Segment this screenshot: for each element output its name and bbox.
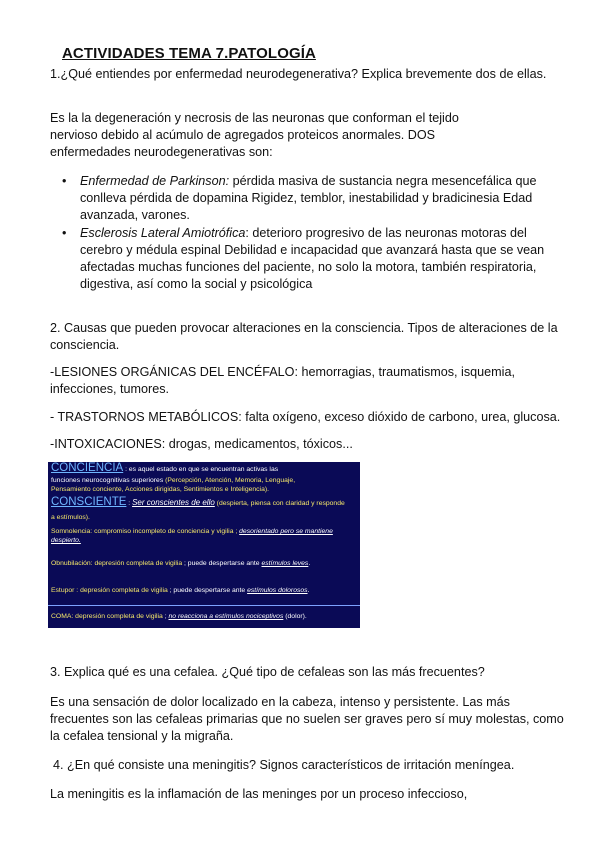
cause-item: -INTOXICACIONES: drogas, medicamentos, tóxicos... [50,437,353,451]
consciente-text: : [126,500,133,507]
answer-1: Es la la degeneración y necrosis de las neuronas que conforman el tejido nervioso debido al acúmulo de agregados proteicos anormales. DOS enfermedades neurodegenerativas son: [50,111,459,159]
estupor-text: ; puede despertarse ante [167,587,248,594]
bullet-text: pérdida masiva de sustancia negra mesencefálica que conlleva pérdida de dopamina Rigidez, temblor, inestabilidad y bradicinesia Edad avanzada, varones. [80,174,537,222]
list-item [62,225,550,293]
answer-4: La meningitis es la inflamación de las meninges por un proceso infeccioso, [50,787,468,801]
obnubilacion-text: ; puede despertarse ante [182,560,262,567]
disease-list [62,173,550,294]
somnolencia-underline: desorientado pero se mantiene [239,528,333,535]
consciente-paren: a estímulos). [51,514,90,521]
coma-label: COMA: [51,613,74,620]
consciente-paren: (despierta, piensa con claridad y responde [214,500,345,507]
conciencia-paren: Pensamiento conciente, Acciones dirigidas, Sentimientos e Inteligencia). [51,486,270,493]
obnubilacion-end: . [308,560,311,567]
consciente-heading: CONSCIENTE [51,496,127,508]
estupor-text: depresión completa de vigilia [78,587,168,594]
conciencia-heading: CONCIENCIA [51,462,124,474]
coma-text: ; [162,613,169,620]
bullet-icon: • [62,174,67,188]
consciente-underline: Ser conscientes de ello [132,498,215,507]
somnolencia-text: compromiso incompleto de conciencia y vigilia ; [92,528,240,535]
consciousness-diagram-image [48,462,360,628]
conciencia-text: : es aquel estado en que se encuentran activas las [123,466,279,473]
answer-3: Es una sensación de dolor localizado en la cabeza, intenso y persistente. Las más frecuentes son las cefaleas primarias que no suelen ser graves pero sí muy molestas, como la cefalea tensional y la migraña. [50,695,564,743]
question-3: 3. Explica qué es una cefalea. ¿Qué tipo de cefaleas son las más frecuentes? [50,665,485,679]
bullet-term: Enfermedad de Parkinson: [80,174,230,188]
estupor-underline: estímulos dolorosos [247,587,308,594]
list-item [62,173,550,224]
coma-end: (dolor). [283,613,307,620]
somnolencia-label: Somnolencia: [51,528,93,535]
obnubilacion-label: Obnubilación: [51,560,93,567]
estupor-label: Estupor : [51,587,79,594]
question-2: 2. Causas que pueden provocar alteraciones en la consciencia. Tipos de alteraciones de la consciencia. [50,321,558,352]
obnubilacion-underline: estímulos leves [261,560,309,567]
bullet-icon: • [62,226,67,240]
obnubilacion-text: depresión completa de vigilia [92,560,183,567]
cause-item: - TRASTORNOS METABÓLICOS: falta oxígeno, exceso dióxido de carbono, urea, glucosa. [50,410,561,424]
conciencia-paren: (Percepción, Atención, Memoria, Lenguaje, [163,477,296,484]
bullet-text: : deterioro progresivo de las neuronas motoras del cerebro y médula espinal Debilidad e incapacidad que avanzará hasta que se vean afectadas muchas funciones del paciente, no solo la motora, también respiratoria, digestiva, así como la social y psicológica [80,226,545,291]
coma-underline: no reacciona a estímulos nociceptivos [168,613,284,620]
estupor-end: . [307,587,310,594]
cause-item: -LESIONES ORGÁNICAS DEL ENCÉFALO: hemorragias, traumatismos, isquemia, infecciones, tumores. [50,365,515,396]
question-1: 1.¿Qué entiendes por enfermedad neurodegenerativa? Explica brevemente dos de ellas. [50,67,547,81]
divider [48,605,360,606]
question-4: 4. ¿En qué consiste una meningitis? Signos característicos de irritación meníngea. [53,758,515,772]
bullet-term: Esclerosis Lateral Amiotrófica [80,226,246,240]
coma-text: depresión completa de vigilia [73,613,163,620]
page-title: ACTIVIDADES TEMA 7.PATOLOGÍA [62,45,316,62]
conciencia-text: funciones neurocognitivas superiores [51,477,164,484]
somnolencia-underline: despierto. [51,537,81,544]
